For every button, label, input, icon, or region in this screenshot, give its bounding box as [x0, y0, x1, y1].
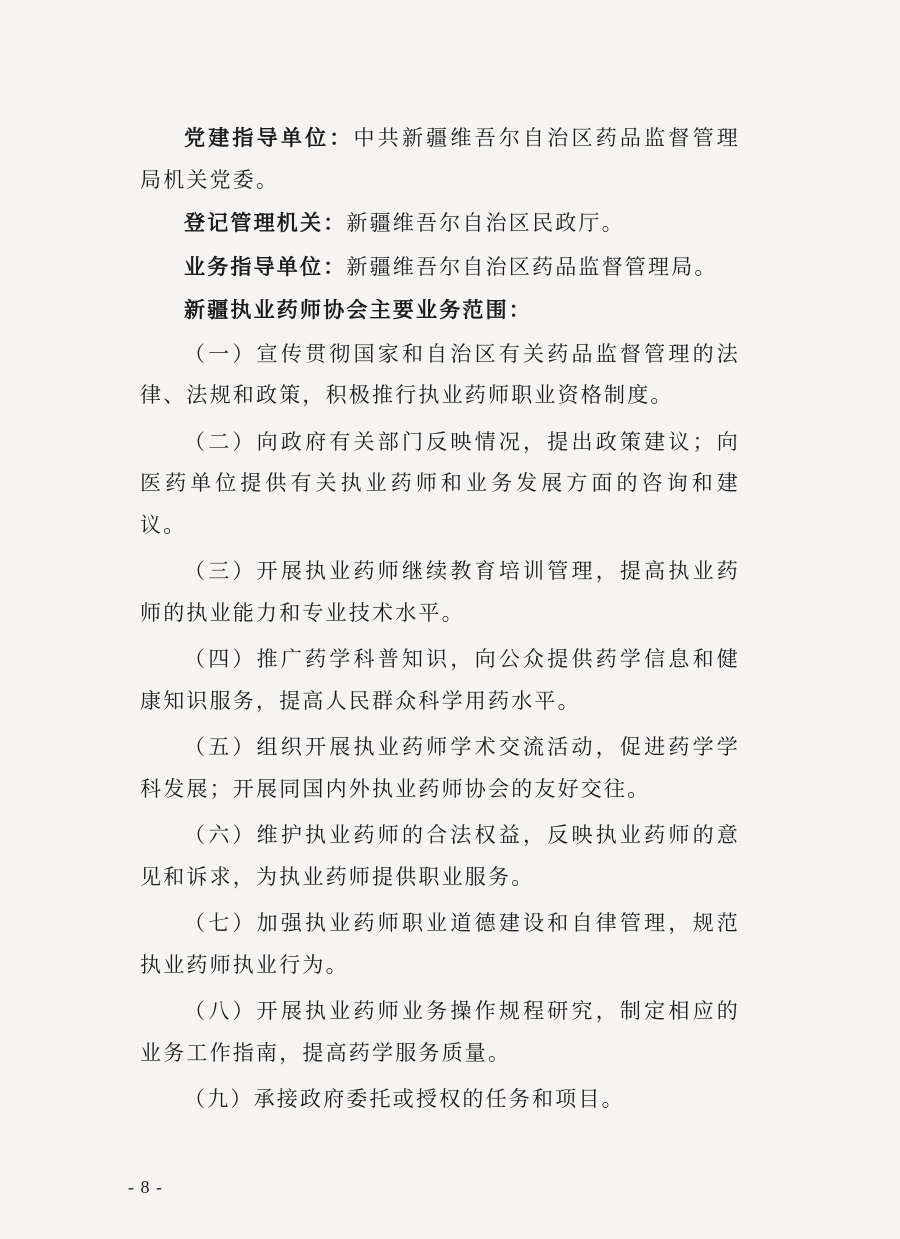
document-body [140, 118, 740, 1126]
scope-item-8: （八）开展执业药师业务操作规程研究，制定相应的业务工作指南，提高药学服务质量。 [140, 999, 740, 1065]
registration-authority-label: 登记管理机关： [184, 211, 347, 235]
page-number: - 8 - [128, 1177, 163, 1197]
business-guidance-label: 业务指导单位： [184, 254, 347, 279]
scope-item-4: （四）推广药学科普知识，向公众提供药学信息和健康知识服务，提高人民群众科学用药水平。 [140, 647, 740, 713]
party-guidance-label: 党建指导单位： [184, 126, 354, 150]
party-guidance-unit [140, 118, 740, 201]
registration-authority-text: 新疆维吾尔自治区民政厅。 [346, 211, 625, 235]
scope-item-2: （二）向政府有关部门反映情况，提出政策建议；向医药单位提供有关执业药师和业务发展方面的咨询和建议。 [140, 429, 740, 537]
scope-item-9: （九）承接政府委托或授权的任务和项目。 [184, 1087, 625, 1111]
business-guidance-unit [140, 247, 740, 289]
scope-item-5: （五）组织开展执业药师学术交流活动，促进药学学科发展；开展同国内外执业药师协会的友好交往。 [140, 735, 740, 801]
scope-item-6: （六）维护执业药师的合法权益，反映执业药师的意见和诉求，为执业药师提供职业服务。 [140, 823, 740, 889]
scope-item-1: （一）宣传贯彻国家和自治区有关药品监督管理的法律、法规和政策，积极推行执业药师职业资格制度。 [140, 341, 740, 407]
scope-item-7: （七）加强执业药师职业道德建设和自律管理，规范执业药师执业行为。 [140, 911, 740, 977]
scope-title: 新疆执业药师协会主要业务范围： [184, 298, 532, 322]
registration-authority [140, 203, 740, 245]
party-guidance-text: 中共新疆维吾尔自治区药品监督管理局机关党委。 [140, 126, 740, 192]
business-guidance-text: 新疆维吾尔自治区药品监督管理局。 [346, 254, 718, 279]
scope-item-3: （三）开展执业药师继续教育培训管理，提高执业药师的执业能力和专业技术水平。 [140, 559, 740, 625]
